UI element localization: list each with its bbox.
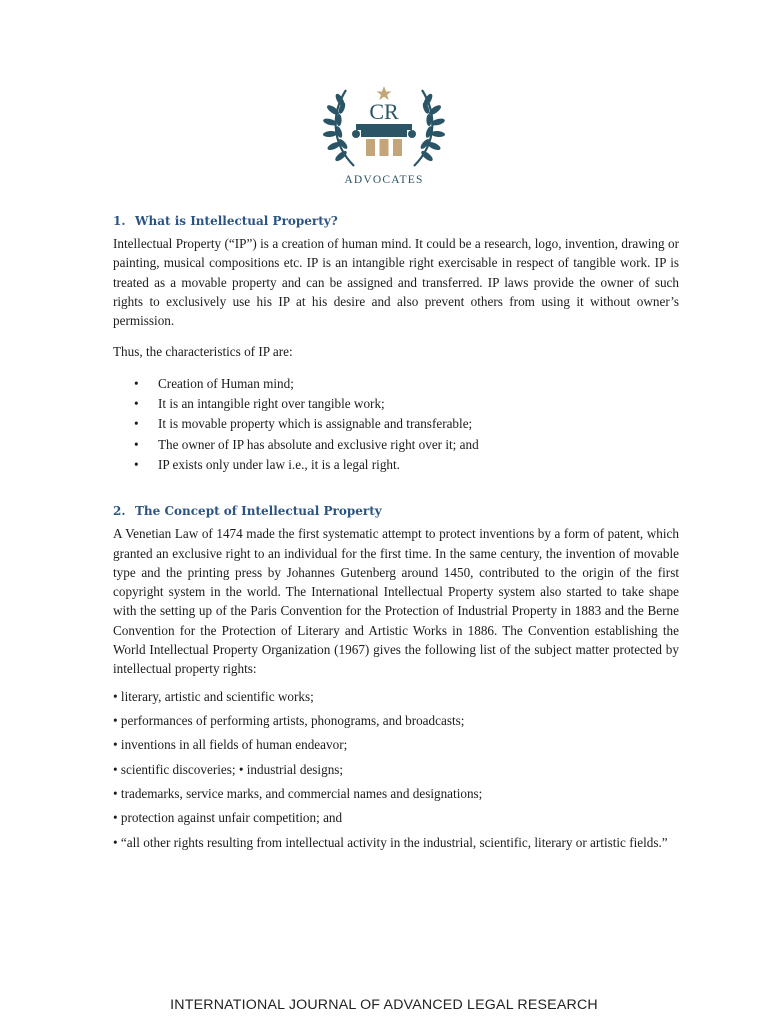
characteristics-intro: Thus, the characteristics of IP are: — [113, 344, 293, 360]
pillar-band — [361, 130, 407, 137]
journal-footer: INTERNATIONAL JOURNAL OF ADVANCED LEGAL RESEARCH — [170, 997, 598, 1013]
list-item: • It is an intangible right over tangible work; — [113, 394, 679, 414]
subject-matter-list — [113, 685, 679, 857]
logo-initials: CR — [369, 99, 399, 124]
section-1-heading — [113, 211, 679, 231]
list-item: • The owner of IP has absolute and exclusive right over it; and — [113, 435, 679, 455]
section-2-heading — [113, 501, 679, 521]
pillar-column — [380, 139, 389, 156]
document-body — [113, 211, 679, 856]
list-item: • inventions in all fields of human endeavor; — [113, 737, 348, 753]
list-item: • “all other rights resulting from intellectual activity in the industrial, scientific, literary or artistic fields.” — [113, 835, 668, 851]
pillar-column — [393, 139, 402, 156]
pillar-capital — [356, 124, 412, 130]
list-item: • performances of performing artists, phonograms, and broadcasts; — [113, 712, 465, 728]
list-item: • IP exists only under law i.e., it is a legal right. — [113, 455, 679, 475]
star-icon — [377, 86, 392, 100]
firm-name: ADVOCATES — [344, 174, 424, 186]
right-laurel-icon — [414, 90, 446, 166]
pillar-column — [366, 139, 375, 156]
list-item: • literary, artistic and scientific works; — [113, 688, 314, 704]
list-item: • scientific discoveries; • industrial designs; — [113, 761, 344, 777]
list-item: • protection against unfair competition; and — [113, 810, 343, 826]
list-item: • trademarks, service marks, and commercial names and designations; — [113, 785, 483, 801]
section-2-number: 2. — [113, 504, 126, 519]
left-laurel-icon — [322, 90, 354, 166]
list-item: • Creation of Human mind; — [113, 374, 679, 394]
section-1-title: What is Intellectual Property? — [135, 214, 338, 228]
characteristics-list — [113, 374, 679, 475]
section-2-title: The Concept of Intellectual Property — [135, 504, 382, 519]
section-2-paragraph: A Venetian Law of 1474 made the first systematic attempt to protect inventions by a form of patent, which granted an exclusive right to an individual for the first time. In the same century, the invention of movable type and the printing press by Johannes Gutenberg around 1450, contributed to the origin of the first copyright system in the world. The International Intellectual Property system also started to take shape with the setting up of the Paris Convention for the Protection of Industrial Property in 1883 and the Berne Convention for the Protection of Literary and Artistic Works in 1886. The Convention establishing the World Intellectual Property Organization (1967) gives the following list of the subject matter protected by intellectual property rights: — [113, 526, 679, 677]
section-1-paragraph: Intellectual Property (“IP”) is a creation of human mind. It could be a research, logo, invention, drawing or painting, musical compositions etc. IP is an intangible right exercisable in respect of tangible work. IP is treated as a movable property and can be assigned and transferred. IP laws provide the owner of such rights to exclusively use his IP at his desire and also prevent others from using it without owner’s permission. — [113, 236, 679, 329]
section-1-number: 1. — [113, 214, 126, 228]
list-item: • It is movable property which is assignable and transferable; — [113, 414, 679, 434]
